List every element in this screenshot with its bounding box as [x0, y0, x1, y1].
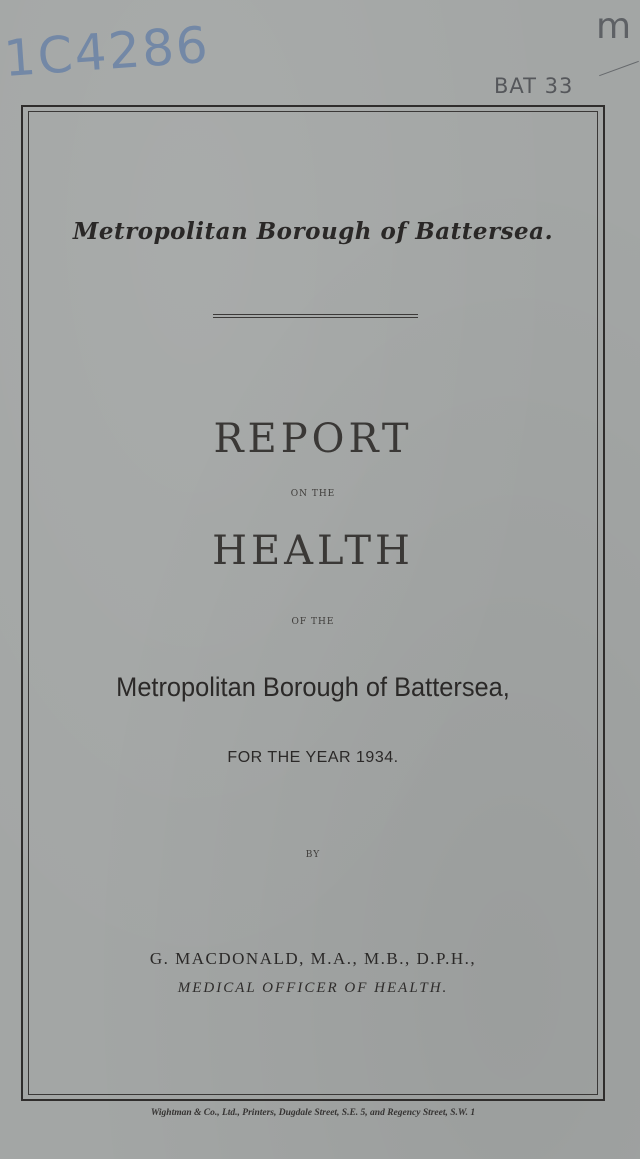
- double-rule-divider: [213, 314, 418, 318]
- report-year: FOR THE YEAR 1934.: [227, 749, 399, 766]
- cover-border-inner: [28, 111, 598, 1095]
- author-title: MEDICAL OFFICER OF HEALTH.: [177, 980, 449, 996]
- author-name: G. MACDONALD, M.A., M.B., D.P.H.,: [149, 949, 477, 968]
- header-borough-title: Metropolitan Borough of Battersea.: [72, 218, 554, 245]
- printer-imprint: Wightman & Co., Ltd., Printers, Dugdale Street, S.E. 5, and Regency Street, S.W. 1: [150, 1108, 476, 1118]
- connector-on-the: ON THE: [290, 489, 336, 499]
- connector-by: BY: [305, 850, 321, 860]
- borough-name: Metropolitan Borough of Battersea,: [116, 672, 510, 702]
- handwritten-shelf-mark: BAT 33: [494, 74, 574, 98]
- connector-of-the: OF THE: [291, 617, 335, 627]
- handwritten-corner-stroke: [599, 61, 639, 76]
- title-report: REPORT: [213, 416, 413, 462]
- title-health: HEALTH: [212, 528, 414, 574]
- handwritten-catalog-number: 1C4286: [1, 15, 212, 88]
- handwritten-corner-mark: m: [596, 6, 632, 47]
